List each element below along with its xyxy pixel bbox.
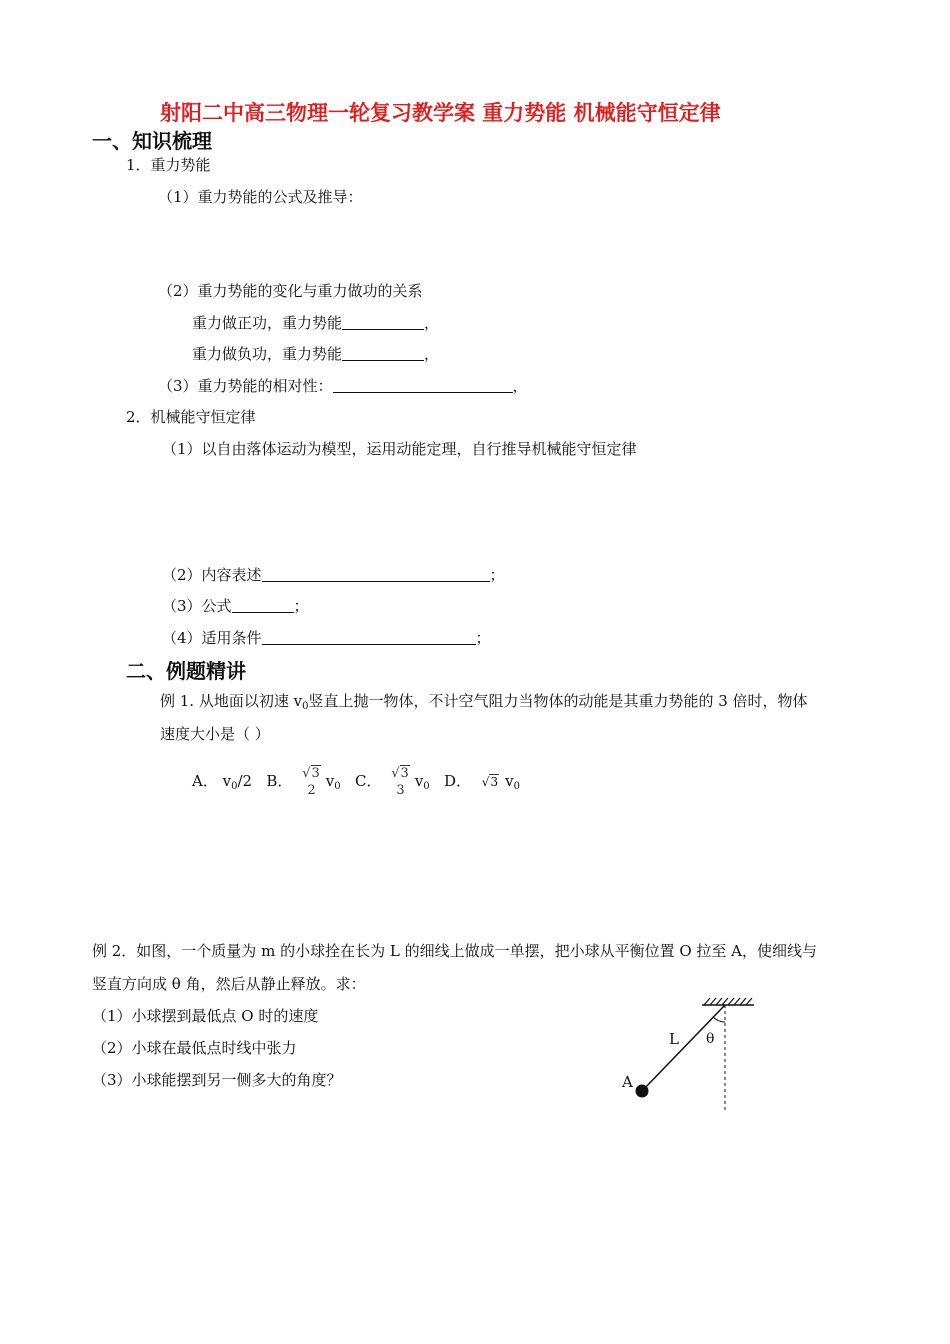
blank-content-statement[interactable] [262, 566, 490, 582]
blank-positive-work[interactable] [342, 314, 424, 330]
example-2-line-1: 例 2．如图，一个质量为 m 的小球拴在长为 L 的细线上做成一单摆，把小球从平衡位置 O 拉至 A，使细线与 [92, 942, 818, 960]
subscript-zero: 0 [513, 781, 520, 792]
ex1-text-b: 竖直上抛一物体，不计空气阻力当物体的动能是其重力势能的 3 倍时，物体 [308, 692, 808, 710]
option-a-label: A． [192, 772, 218, 790]
negative-work-text: 重力做负功，重力势能 [192, 345, 343, 363]
example-1-line-2: 速度大小是（ ） [160, 725, 270, 743]
line-conditions [162, 628, 491, 648]
pendulum-ball [636, 1085, 649, 1098]
label-A: A [622, 1073, 633, 1091]
comma: ， [424, 314, 440, 332]
option-c-label: C． [354, 772, 382, 790]
label-theta: θ [706, 1031, 715, 1047]
option-b-v: v [325, 772, 335, 790]
blank-conditions[interactable] [262, 629, 476, 645]
option-d[interactable] [444, 772, 520, 790]
option-a[interactable] [192, 772, 252, 790]
comma: ， [424, 345, 440, 363]
example-2-question-2: （2）小球在最低点时线中张力 [92, 1039, 297, 1057]
positive-work-text: 重力做正功，重力势能 [192, 314, 343, 332]
angle-arc [713, 1017, 725, 1022]
example-1-options [192, 758, 520, 804]
section-heading-knowledge: 一、知识梳理 [92, 129, 212, 153]
option-a-v: v [222, 772, 232, 790]
fraction-sqrt3-over-2: √3 2 [302, 766, 320, 798]
blank-relativity[interactable] [333, 377, 513, 393]
blank-formula[interactable] [232, 597, 294, 613]
example-2-line-2: 竖直方向成 θ 角，然后从静止释放。求： [92, 975, 366, 993]
line-positive-work [192, 313, 439, 333]
radicand: 3 [400, 766, 409, 781]
denominator: 3 [396, 783, 405, 798]
example-1-line-1 [160, 691, 808, 717]
item-mechanical-energy-conservation: 2．机械能守恒定律 [126, 408, 256, 426]
semicolon: ； [293, 597, 309, 615]
fraction-sqrt3-over-3: √3 3 [391, 766, 409, 798]
section-heading-examples: 二、例题精讲 [126, 659, 246, 683]
line-negative-work [192, 344, 439, 364]
page-title: 射阳二中高三物理一轮复习教学案 重力势能 机械能守恒定律 [160, 101, 721, 125]
example-2-question-1: （1）小球摆到最低点 O 时的速度 [92, 1007, 319, 1025]
line-formula [162, 596, 309, 616]
subscript-zero: 0 [334, 781, 341, 792]
subscript-zero: 0 [302, 701, 309, 712]
option-a-tail: /2 [237, 772, 253, 790]
option-d-v: v [505, 772, 514, 790]
option-c[interactable] [354, 766, 430, 798]
option-b[interactable] [266, 766, 341, 798]
pendulum-string [642, 1005, 725, 1091]
relativity-text: （3）重力势能的相对性： [158, 377, 333, 395]
conditions-text: （4）适用条件 [162, 629, 262, 647]
subscript-zero: 0 [231, 781, 238, 792]
line-content-statement [162, 565, 505, 585]
radicand: 3 [490, 775, 499, 789]
label-L: L [669, 1030, 679, 1048]
pendulum-diagram [610, 990, 780, 1120]
ceiling-hatching [704, 998, 752, 1005]
sub-change-and-work: （2）重力势能的变化与重力做功的关系 [158, 282, 423, 300]
denominator: 2 [307, 783, 316, 798]
formula-text: （3）公式 [162, 597, 232, 615]
item-gravity-potential-energy: 1．重力势能 [126, 156, 211, 174]
radicand: 3 [311, 766, 320, 781]
sqrt-3: √3 [481, 775, 499, 789]
sub-derivation-model: （1）以自由落体运动为模型，运用动能定理，自行推导机械能守恒定律 [162, 440, 637, 458]
option-d-label: D． [443, 772, 472, 790]
line-relativity [158, 376, 528, 396]
content-statement-text: （2）内容表述 [162, 566, 262, 584]
blank-negative-work[interactable] [342, 345, 424, 361]
option-b-label: B． [266, 772, 293, 790]
ex1-text-a: 例 1. 从地面以初速 v [160, 692, 303, 710]
subscript-zero: 0 [423, 781, 430, 792]
sub-formula-derivation: （1）重力势能的公式及推导： [158, 188, 363, 206]
example-2-question-3: （3）小球能摆到另一侧多大的角度？ [92, 1071, 342, 1089]
comma: ， [512, 377, 528, 395]
semicolon: ； [475, 629, 491, 647]
option-c-v: v [414, 772, 424, 790]
semicolon: ； [489, 566, 505, 584]
